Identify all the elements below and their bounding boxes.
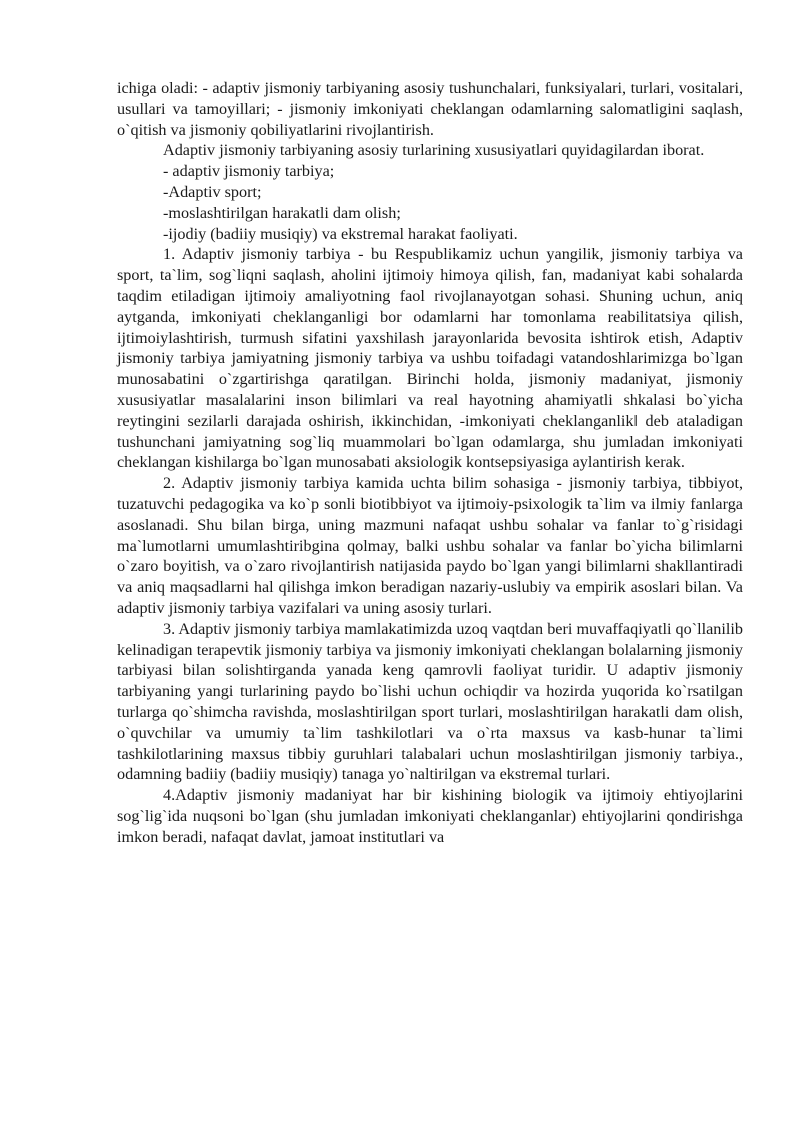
list-item-adaptive-pe: - adaptiv jismoniy tarbiya; <box>163 162 335 181</box>
list-item-creative-extreme: -ijodiy (badiiy musiqiy) va ekstremal harakat faoliyati. <box>163 224 518 243</box>
paragraph-intro-continuation: ichiga oladi: - adaptiv jismoniy tarbiyaning asosiy tushunchalari, funksiyalari, turlari, vositalari, usullari va tamoyillari; - jismoniy imkoniyati cheklangan odamlarning salomatligini saqlash, o`qitish va jismoniy qobiliyatlarini rivojlantirish. <box>117 79 743 139</box>
paragraph-point-4: 4.Adaptiv jismoniy madaniyat har bir kishining biologik va ijtimoiy ehtiyojlarini sog`lig`ida nuqsoni bo`lgan (shu jumladan imkoniyati cheklanganlar) ehtiyojlarini qondirishga imkon beradi, nafaqat davlat, jamoat institutlari va <box>117 786 743 846</box>
paragraph-point-3: 3. Adaptiv jismoniy tarbiya mamlakatimizda uzoq vaqtdan beri muvaffaqiyatli qo`llanilib kelinadigan terapevtik jismoniy tarbiya va jismoniy imkoniyati cheklangan bolalarning jismoniy tarbiyasi bilan solishtirganda yanada keng qamrovli faoliyat turidir. U adaptiv jismoniy tarbiyaning yangi turlarining paydo bo`lishi uchun ochiqdir va hozirda yuqorida ko`rsatilgan turlarga qo`shimcha ravishda, moslashtirilgan sport turlari, moslashtirilgan harakatli dam olish, o`quvchilar va umumiy ta`lim tashkilotlari va o`rta maxsus va kasb-hunar ta`limi tashkilotlarining maxsus tibbiy guruhlari talabalari uchun moslashtirilgan jismoniy tarbiya., odamning badiiy (badiiy musiqiy) tanaga yo`naltirilgan va ekstremal turlari. <box>117 619 743 784</box>
paragraph-types-intro: Adaptiv jismoniy tarbiyaning asosiy turlarining xususiyatlari quyidagilardan iborat. <box>163 141 705 160</box>
paragraph-point-1: 1. Adaptiv jismoniy tarbiya - bu Respublikamiz uchun yangilik, jismoniy tarbiya va sport, ta`lim, sog`liqni saqlash, aholini ijtimoiy himoya qilish, fan, madaniyat kabi sohalarda taqdim etiladigan ijtimoiy amaliyotning faol rivojlanayotgan sohasi. Shuning uchun, aniq aytganda, imkoniyati cheklanganligi bor odamlarni har tomonlama reabilitatsiya qilish, ijtimoiylashtirish, turmush sifatini yaxshilash jarayonlarida bevosita ishtirok etish, Adaptiv jismoniy tarbiya jamiyatning jismoniy tarbiya va ushbu toifadagi vatandoshlarimizga bo`lgan munosabatini o`zgartirishga qaratilgan. Birinchi holda, jismoniy madaniyat, jismoniy xususiyatlar masalalarini inson bilimlari va real hayotning ahamiyatli shkalasi bo`yicha reytingini sezilarli darajada oshirish, ikkinchidan, -imkoniyati cheklanganlik‖ deb ataladigan tushunchani jamiyatning sog`liq muammolari bo`lgan odamlarga, shu jumladan imkoniyati cheklangan kishilarga bo`lgan munosabati aksiologik kontsepsiyasiga aylantirish kerak. <box>117 245 743 472</box>
document-page <box>117 78 743 847</box>
list-item-adapted-recreation: -moslashtirilgan harakatli dam olish; <box>163 203 401 222</box>
paragraph-point-2: 2. Adaptiv jismoniy tarbiya kamida uchta bilim sohasiga - jismoniy tarbiya, tibbiyot, tuzatuvchi pedagogika va ko`p sonli biotibbiyot va ijtimoiy-psixologik ta`lim va ilmiy fanlarga asoslanadi. Shu bilan birga, uning mazmuni nafaqat ushbu sohalar va fanlar to`g`risidagi ma`lumotlarni umumlashtiribgina qolmay, balki ushbu sohalar va fanlar bo`yicha bilimlarni o`zaro boyitish, va o`zaro rivojlantirish natijasida paydo bo`lgan yangi bilimlarni shakllantiradi va aniq maqsadlarni hal qilishga imkon beradigan nazariy-uslubiy va empirik asoslari bilan. Va adaptiv jismoniy tarbiya vazifalari va uning asosiy turlari. <box>117 474 743 617</box>
list-item-adaptive-sport: -Adaptiv sport; <box>163 182 262 201</box>
